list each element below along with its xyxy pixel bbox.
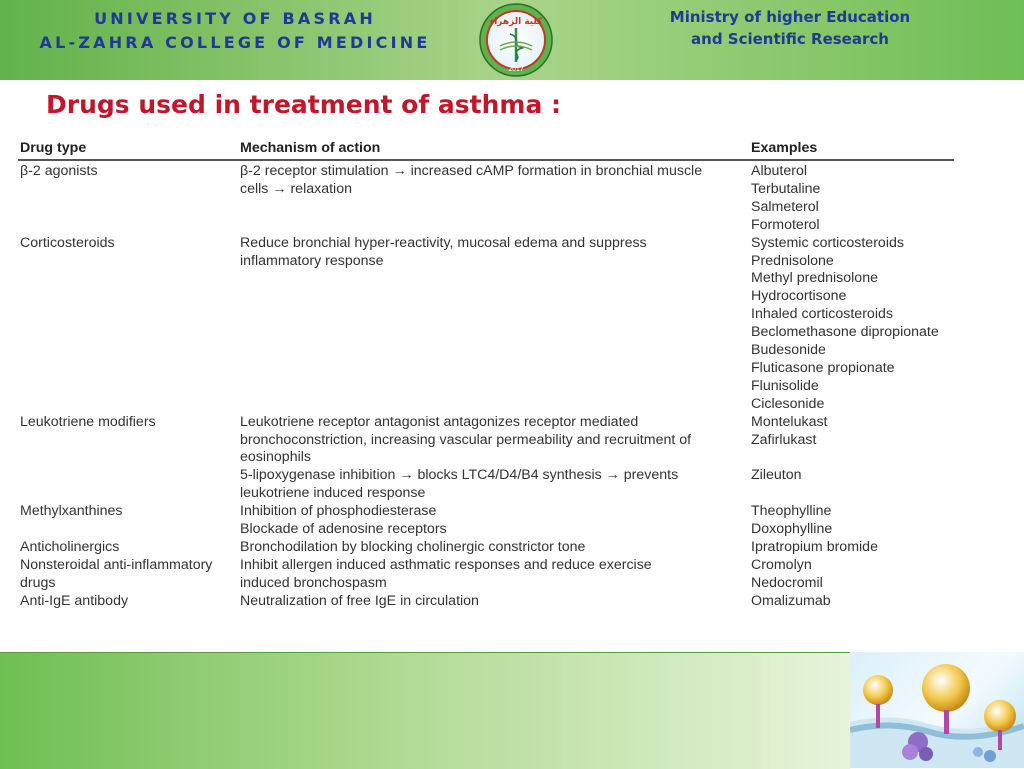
university-name: UNIVERSITY OF BASRAH	[94, 9, 376, 28]
example-cell: Omalizumab	[751, 592, 831, 609]
mechanism-cell: Bronchodilation by blocking cholinergic constrictor tone	[240, 538, 586, 555]
example-cell: Beclomethasone dipropionate	[751, 324, 939, 341]
example-cell: Nedocromil	[751, 574, 823, 591]
example-cell: Fluticasone propionate	[751, 359, 895, 376]
example-cell: Theophylline	[751, 503, 832, 520]
logo-arabic-text: كلية الزهراء	[489, 17, 543, 27]
mechanism-cell: inflammatory response	[240, 252, 384, 269]
ministry-label	[640, 6, 940, 50]
example-cell: Systemic corticosteroids	[751, 234, 904, 251]
mechanism-cell: β-2 receptor stimulation → increased cAMP formation in bronchial muscle	[240, 163, 703, 179]
logo-year: 2017	[508, 66, 524, 73]
example-cell: Methyl prednisolone	[751, 270, 878, 287]
header-examples: Examples	[751, 140, 818, 156]
example-cell: Hydrocortisone	[751, 288, 847, 305]
mechanism-cell: eosinophils	[240, 449, 311, 466]
example-cell: Flunisolide	[751, 377, 819, 394]
example-cell: Salmeterol	[751, 198, 819, 215]
example-cell: Montelukast	[751, 413, 828, 430]
mechanism-cell: Leukotriene receptor antagonist antagonizes receptor mediated	[240, 413, 639, 430]
header-mechanism: Mechanism of action	[240, 140, 381, 156]
drug-type-cell: Corticosteroids	[20, 234, 115, 251]
mechanism-cell: bronchoconstriction, increasing vascular permeability and recruitment of	[240, 431, 692, 448]
example-cell: Zileuton	[751, 467, 802, 484]
drug-type-cell: drugs	[20, 574, 56, 591]
drug-type-cell: Leukotriene modifiers	[20, 413, 156, 430]
ministry-line-1: Ministry of higher Education	[669, 8, 911, 26]
drug-type-cell: Anti-IgE antibody	[20, 592, 129, 609]
mechanism-cell: induced bronchospasm	[240, 574, 387, 591]
example-cell: Albuterol	[751, 163, 807, 179]
example-cell: Formoterol	[751, 216, 820, 233]
mechanism-cell: leukotriene induced response	[240, 485, 426, 502]
mechanism-cell: Blockade of adenosine receptors	[240, 521, 447, 537]
example-cell: Ipratropium bromide	[751, 538, 878, 555]
ministry-line-2: and Scientific Research	[691, 30, 889, 48]
example-cell: Inhaled corticosteroids	[751, 306, 893, 323]
drug-table	[0, 136, 1024, 616]
header-divider	[18, 159, 954, 161]
mechanism-cell: Inhibition of phosphodiesterase	[240, 503, 437, 520]
cell-membrane-illustration	[850, 652, 1024, 768]
mechanism-cell: Neutralization of free IgE in circulation	[240, 592, 479, 609]
header-banner	[0, 0, 1024, 80]
drug-type-cell: Methylxanthines	[20, 503, 123, 520]
membrane-icon	[850, 652, 1024, 768]
mechanism-cell: 5-lipoxygenase inhibition → blocks LTC4/D4/B4 synthesis → prevents	[240, 467, 679, 484]
drug-type-cell: Nonsteroidal anti-inflammatory	[20, 556, 213, 573]
college-name: AL-ZAHRA COLLEGE OF MEDICINE	[39, 33, 431, 52]
example-cell: Budesonide	[751, 342, 826, 358]
example-cell: Doxophylline	[751, 521, 833, 537]
example-cell: Zafirlukast	[751, 431, 817, 448]
footer-band	[0, 652, 850, 769]
example-cell: Ciclesonide	[751, 395, 825, 412]
slide-title: Drugs used in treatment of asthma :	[46, 90, 562, 119]
example-cell: Cromolyn	[751, 556, 812, 573]
example-cell: Terbutaline	[751, 180, 821, 197]
header-drug-type: Drug type	[20, 140, 87, 156]
example-cell: Prednisolone	[751, 252, 834, 269]
mechanism-cell: Inhibit allergen induced asthmatic responses and reduce exercise	[240, 556, 652, 573]
drug-type-cell: Anticholinergics	[20, 538, 120, 555]
mechanism-cell: Reduce bronchial hyper-reactivity, mucosal edema and suppress	[240, 234, 647, 251]
mechanism-cell: cells → relaxation	[240, 180, 352, 197]
drug-type-cell: β-2 agonists	[20, 163, 98, 179]
college-logo-icon	[470, 2, 562, 78]
